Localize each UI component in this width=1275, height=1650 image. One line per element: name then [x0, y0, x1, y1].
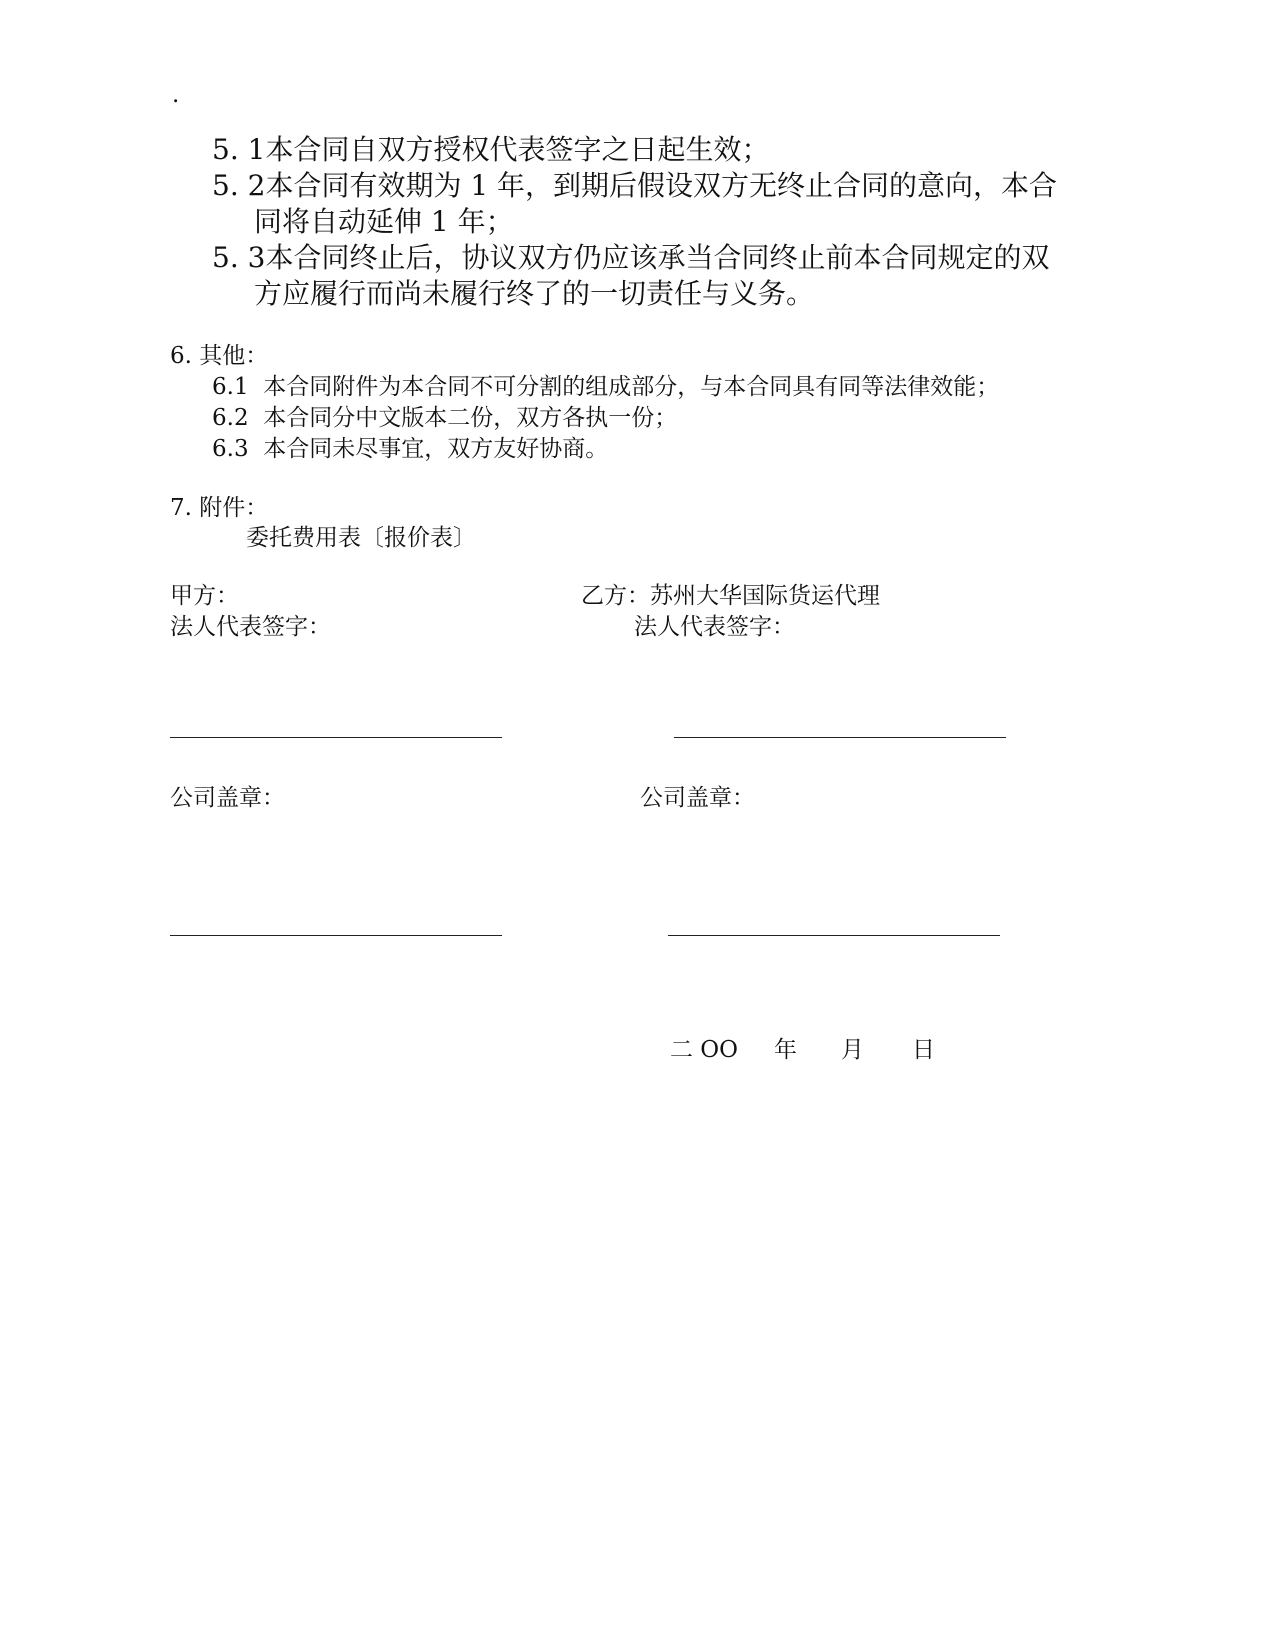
clause-6-3 [212, 434, 608, 464]
party-a-seal-label: 公司盖章： [170, 785, 285, 811]
clause-5-3-continuation: 方应履行而尚未履行终了的一切责任与义务。 [254, 277, 815, 310]
date-year-prefix: 二 OO [670, 1037, 739, 1063]
clause-text: 本合同自双方授权代表签字之日起生效； [265, 133, 770, 166]
attachment-name: 委托费用表〔报价表〕 [246, 525, 476, 551]
clause-text: 本合同附件为本合同不可分割的组成部分，与本合同具有同等法律效能； [263, 374, 1000, 400]
party-b-label: 乙方：苏州大华国际货运代理 [581, 583, 880, 609]
clause-text: 本合同未尽事宜，双方友好协商。 [263, 436, 609, 462]
party-b-rep-signature-label: 法人代表签字： [634, 614, 795, 640]
clause-number: 6.1 [212, 374, 249, 400]
party-a-label: 甲方： [170, 583, 239, 609]
section-6-heading: 6. 其他： [170, 343, 269, 369]
clause-number: 5. 3 [212, 241, 266, 274]
clause-5-1 [212, 132, 769, 168]
clause-number: 6.3 [212, 436, 249, 462]
clause-6-2 [212, 403, 677, 433]
clause-number: 5. 1 [212, 133, 266, 166]
clause-text: 本合同有效期为 1 年，到期后假设双方无终止合同的意向，本合 [265, 169, 1058, 202]
date-month: 月 [841, 1037, 864, 1063]
clause-5-3 [212, 240, 1049, 276]
clause-6-1 [212, 372, 999, 402]
party-b-signature-line [674, 737, 1006, 738]
party-a-seal-line [170, 935, 502, 936]
party-b-seal-line [668, 935, 1000, 936]
clause-number: 5. 2 [212, 169, 266, 202]
party-a-rep-signature-label: 法人代表签字： [170, 614, 331, 640]
clause-text: 本合同分中文版本二份，双方各执一份； [263, 405, 678, 431]
clause-5-2-continuation: 同将自动延伸 1 年； [254, 205, 514, 238]
section-7-heading: 7. 附件： [170, 495, 269, 521]
clause-text: 本合同终止后，协议双方仍应该承当合同终止前本合同规定的双 [265, 241, 1050, 274]
date-year: 年 [774, 1037, 797, 1063]
clause-5-2 [212, 168, 1057, 204]
top-dot: . [172, 82, 180, 108]
clause-number: 6.2 [212, 405, 249, 431]
date-day: 日 [912, 1037, 935, 1063]
party-b-seal-label: 公司盖章： [640, 785, 755, 811]
party-a-signature-line [170, 737, 502, 738]
